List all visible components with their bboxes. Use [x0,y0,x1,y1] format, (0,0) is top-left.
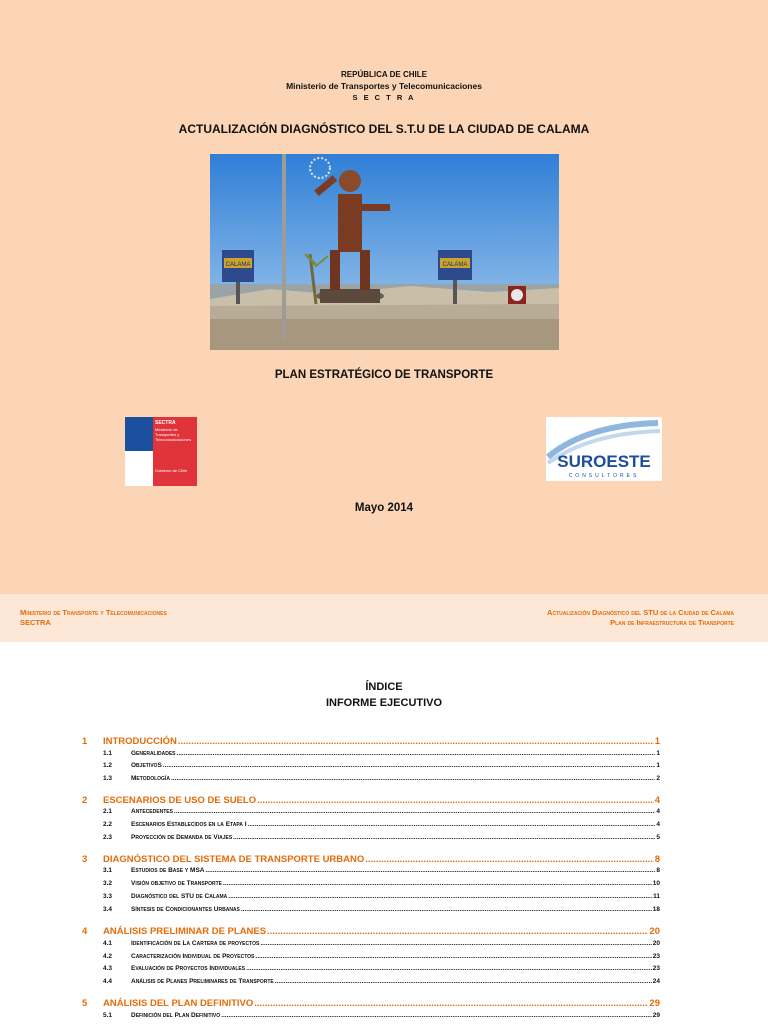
toc-label: Escenarios Establecidos en la Etapa I [131,821,247,828]
report-date: Mayo 2014 [354,502,414,514]
toc-label: INTRODUCCIÓN [103,736,177,747]
footer-plan: Plan de Infraestructura de Transporte [610,618,734,627]
toc-label: DIAGNÓSTICO DEL SISTEMA DE TRANSPORTE URBANO [103,854,365,865]
toc-section-row[interactable] [103,965,660,972]
toc-page-number: 24 [652,978,660,985]
toc-number: 4 [82,926,88,937]
toc-label: Síntesis de Condicionantes Urbanas [131,906,240,913]
toc-number: 3.4 [103,906,113,913]
toc-page-number: 8 [656,867,660,874]
toc-page-number: 23 [652,965,660,972]
toc-label: ObjetivoS [131,762,162,769]
toc-page-number: 5 [656,834,660,841]
toc-number: 1.2 [103,762,113,769]
toc-leader-dots [241,906,652,913]
toc-section-row[interactable] [103,867,660,874]
toc-page-number: 18 [652,906,660,913]
flag-block [125,417,153,486]
toc-leader-dots [257,795,654,806]
toc-chapter-row[interactable] [82,854,660,865]
toc-page-number: 8 [654,854,660,865]
toc-section-row[interactable] [103,775,660,782]
toc-section-row[interactable] [103,953,660,960]
toc-label: Visión objetivo de Transporte [131,880,222,887]
toc-label: Estudios de Base y MSA [131,867,205,874]
toc-leader-dots [228,893,652,900]
toc-label: ESCENARIOS DE USO DE SUELO [103,795,257,806]
sectra-logo-subtitle: Ministerio de Transportes y Telecomunicaciones [155,426,192,442]
toc-page-number: 29 [652,1012,660,1019]
toc-number: 2.3 [103,834,113,841]
page-footer [0,594,768,642]
toc-leader-dots [255,953,651,960]
cover-photo [210,154,559,350]
toc-leader-dots [248,821,656,828]
toc-leader-dots [177,750,656,757]
toc-number: 1.3 [103,775,113,782]
toc-page-number: 20 [652,940,660,947]
footer-study: Actualización Diagnóstico del STU de la Ciudad de Calama [547,608,734,617]
toc-section-row[interactable] [103,940,660,947]
toc-leader-dots [174,808,655,815]
plan-title: PLAN ESTRATÉGICO DE TRANSPORTE [274,369,494,381]
toc-label: Proyección de Demanda de Viajes [131,834,233,841]
toc-page-number: 1 [656,762,660,769]
toc-section-row[interactable] [103,821,660,828]
agency-name: S E C T R A [352,93,416,102]
toc-leader-dots [246,965,652,972]
toc-label: Metodología [131,775,170,782]
toc-page-number: 4 [654,795,660,806]
toc-label: ANÁLISIS PRELIMINAR DE PLANES [103,926,267,937]
toc-page-number: 4 [656,821,660,828]
sectra-logo [125,417,197,486]
toc-label: Análisis de Planes Preliminares de Transporte [131,978,274,985]
toc-number: 1.1 [103,750,113,757]
toc-number: 2.1 [103,808,113,815]
toc-number: 3.3 [103,893,113,900]
toc-leader-dots [260,940,651,947]
ministry-name: Ministerio de Transportes y Telecomunicaciones [286,81,482,91]
toc-number: 5.1 [103,1012,113,1019]
toc-leader-dots [267,926,648,937]
toc-label: Diagnóstico del STU de Calama [131,893,228,900]
suroeste-logo-name: SUROESTE [557,452,651,471]
toc-number: 2 [82,795,88,806]
toc-label: Generalidades [131,750,176,757]
toc-page-number: 1 [656,750,660,757]
toc-page-number: 1 [654,736,660,747]
toc-page-number: 2 [656,775,660,782]
toc-label: Caracterización Individual de Proyectos [131,953,255,960]
toc-section-row[interactable] [103,750,660,757]
sign-left-text: CALAMA [225,262,251,268]
toc-label: Evaluación de Proyectos Individuales [131,965,246,972]
toc-leader-dots [223,880,652,887]
toc-leader-dots [275,978,652,985]
toc-page-number: 23 [652,953,660,960]
footer-agency: SECTRA [20,618,51,627]
toc-number: 3.2 [103,880,113,887]
toc-number: 3.1 [103,867,113,874]
toc-chapter-row[interactable] [82,736,660,747]
toc-section-row[interactable] [103,880,660,887]
toc-number: 4.2 [103,953,113,960]
footer-ministry: Ministerio de Transporte y Telecomunicaciones [20,608,167,617]
index-heading: ÍNDICE [365,681,403,693]
suroeste-logo [546,417,662,481]
toc-section-row[interactable] [103,1012,660,1019]
toc-number: 4.1 [103,940,113,947]
toc-label: Definición del Plan Definitivo [131,1012,221,1019]
toc-leader-dots [171,775,655,782]
sectra-logo-gov: Gobierno de Chile [155,468,188,474]
toc-section-row[interactable] [103,893,660,900]
toc-number: 1 [82,736,88,747]
toc-page-number: 10 [652,880,660,887]
toc-number: 3 [82,854,88,865]
toc-label: ANÁLISIS DEL PLAN DEFINITIVO [103,998,254,1009]
sectra-logo-title: SECTRA [155,420,176,426]
toc-page-number: 4 [656,808,660,815]
toc-chapter-row[interactable] [82,795,660,806]
toc-number: 4.4 [103,978,113,985]
index-subheading: INFORME EJECUTIVO [325,697,443,709]
toc-chapter-row[interactable] [82,998,660,1009]
toc-section-row[interactable] [103,762,660,769]
toc-number: 4.3 [103,965,113,972]
toc-page-number: 11 [653,893,660,900]
toc-number: 5 [82,998,88,1009]
toc-label: Antecedentes [131,808,173,815]
toc-page-number: 20 [649,926,660,937]
toc-number: 2.2 [103,821,113,828]
toc-section-row[interactable] [103,834,660,841]
toc-leader-dots [254,998,648,1009]
toc-leader-dots [221,1012,652,1019]
toc-leader-dots [163,762,656,769]
report-title: ACTUALIZACIÓN DIAGNÓSTICO DEL S.T.U DE LA CIUDAD DE CALAMA [178,122,590,136]
toc-section-row[interactable] [103,906,660,913]
toc-leader-dots [178,736,654,747]
country-name: REPÚBLICA DE CHILE [341,70,427,79]
toc-section-row[interactable] [103,808,660,815]
toc-leader-dots [205,867,655,874]
sign-right-text: CALAMA [442,262,468,268]
toc-leader-dots [233,834,655,841]
toc-page-number: 29 [649,998,660,1009]
toc-section-row[interactable] [103,978,660,985]
toc-chapter-row[interactable] [82,926,660,937]
suroeste-logo-sub: CONSULTORES [568,473,640,479]
toc-leader-dots [365,854,653,865]
toc-label: Identificación de La Cartera de proyectos [131,940,260,947]
